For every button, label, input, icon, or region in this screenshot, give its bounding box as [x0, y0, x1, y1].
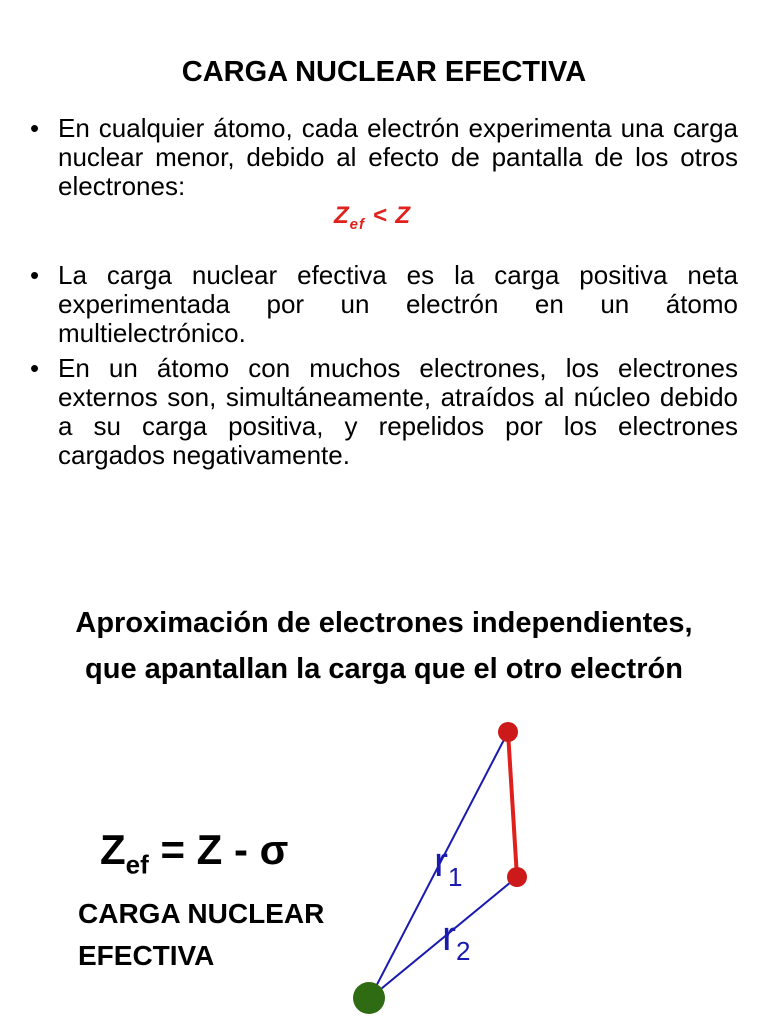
- zef-subscript: ef: [349, 215, 366, 233]
- electron-2: [507, 867, 527, 887]
- subtitle-line-1: Aproximación de electrones independientes,: [75, 607, 693, 639]
- equation-subscript: ef: [125, 849, 149, 880]
- page-title: CARGA NUCLEAR EFECTIVA: [181, 56, 587, 88]
- bullet-item: • La carga nuclear efectiva es la carga positiva neta experimentada por un electrón en un átomo multielectrónico.: [30, 261, 738, 348]
- subtitle-line-2: que apantallan la carga que el otro electrón: [85, 653, 683, 685]
- nucleus: [353, 982, 385, 1014]
- r2-label: $r_2$: [442, 912, 471, 966]
- equation-lhs: Z: [100, 826, 126, 873]
- equation-label-line-2: EFECTIVA: [78, 940, 215, 971]
- z-symbol: Z: [395, 202, 412, 229]
- equation-rhs: = Z - σ: [148, 826, 289, 873]
- bullet-item: • En cualquier átomo, cada electrón experimenta una carga nuclear menor, debido al efecto de pantalla de los otros electrones:: [30, 114, 738, 201]
- bullet-item: • En un átomo con muchos electrones, los electrones externos son, simultáneamente, atraídos al núcleo debido a su carga positiva, y repelidos por los electrones cargados negativamente.: [30, 354, 738, 470]
- zef-symbol: Z: [334, 202, 350, 229]
- electron-electron-bond: [508, 732, 517, 877]
- equation-label-line-1: CARGA NUCLEAR: [78, 898, 325, 929]
- electron-1: [498, 722, 518, 742]
- less-than-operator: <: [372, 202, 388, 229]
- r1-label: $r_1$: [434, 838, 463, 892]
